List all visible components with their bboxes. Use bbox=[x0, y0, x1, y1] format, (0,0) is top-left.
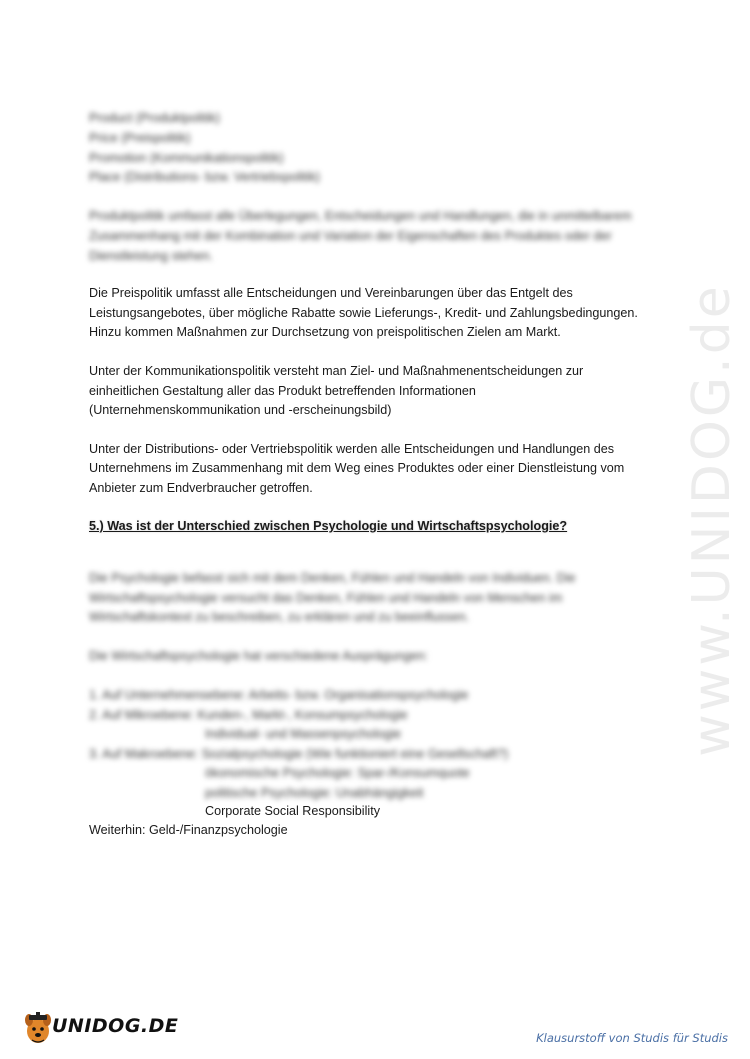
blurred-line: politische Psychologie: Unabhängigkeit bbox=[205, 786, 424, 800]
blurred-line: Place (Distributions- bzw. Vertriebspolitik) bbox=[89, 170, 320, 184]
blurred-line: Dienstleistung stehen. bbox=[89, 249, 213, 263]
blurred-line: ökonomische Psychologie: Spar-/Konsumquote bbox=[205, 766, 470, 780]
paragraph-line: Anbieter zum Endverbraucher getroffen. bbox=[89, 481, 313, 495]
blurred-line: Individual- und Massenpsychologie bbox=[205, 727, 402, 741]
paragraph-line: Leistungsangebotes, über mögliche Rabatte sowie Lieferungs-, Kredit- und Zahlungsbedingungen. bbox=[89, 306, 638, 320]
blurred-line: Die Wirtschaftspsychologie hat verschiedene Ausprägungen: bbox=[89, 649, 428, 663]
paragraph-line: Weiterhin: Geld-/Finanzpsychologie bbox=[89, 823, 288, 837]
paragraph-line: einheitlichen Gestaltung aller das Produkt betreffenden Informationen bbox=[89, 384, 476, 398]
blurred-line: 1. Auf Unternehmensebene: Arbeits- bzw. Organisationspsychologie bbox=[89, 688, 469, 702]
watermark: www.UNIDOG.de bbox=[682, 283, 742, 757]
list-item-csr: Corporate Social Responsibility bbox=[205, 804, 380, 818]
paragraph-line: Unternehmens im Zusammenhang mit dem Weg eines Produktes oder einer Dienstleistung vom bbox=[89, 461, 625, 475]
blurred-line: Die Psychologie befasst sich mit dem Denken, Fühlen und Handeln von Individuen. Die bbox=[89, 571, 576, 585]
blurred-line: Price (Preispolitik) bbox=[89, 131, 191, 145]
paragraph-line: Unter der Distributions- oder Vertriebspolitik werden alle Entscheidungen und Handlungen des bbox=[89, 442, 615, 456]
blurred-line: Zusammenhang mit der Kombination und Variation der Eigenschaften des Produktes oder der bbox=[89, 229, 612, 243]
blurred-line: 2. Auf Mikroebene: Kunden-, Markt-, Konsumpsychologie bbox=[89, 708, 408, 722]
unidog-logo bbox=[22, 1011, 179, 1049]
logo-text: UNIDOG.DE bbox=[52, 1015, 179, 1037]
dog-mascot-icon bbox=[22, 1011, 54, 1047]
footer-tagline: Klausurstoff von Studis für Studis bbox=[536, 1031, 728, 1045]
paragraph-line: Unter der Kommunikationspolitik versteht man Ziel- und Maßnahmenentscheidungen zur bbox=[89, 364, 584, 378]
blurred-line: Promotion (Kommunikationspolitik) bbox=[89, 151, 284, 165]
blurred-line: Produktpolitik umfasst alle Überlegungen, Entscheidungen und Handlungen, die in unmittelbarem bbox=[89, 209, 632, 223]
blurred-line: Product (Produktpolitik) bbox=[89, 111, 220, 125]
paragraph-line: Die Preispolitik umfasst alle Entscheidungen und Vereinbarungen über das Entgelt des bbox=[89, 286, 573, 300]
paragraph-line: (Unternehmenskommunikation und -erscheinungsbild) bbox=[89, 403, 392, 417]
paragraph-line: Hinzu kommen Maßnahmen zur Durchsetzung von preispolitischen Zielen am Markt. bbox=[89, 325, 561, 339]
blurred-line: Wirtschaftskontext zu beschreiben, zu erklären und zu beeinflussen. bbox=[89, 610, 470, 624]
question-heading: 5.) Was ist der Unterschied zwischen Psychologie und Wirtschaftspsychologie? bbox=[89, 519, 568, 533]
blurred-line: Wirtschaftspsychologie versucht das Denken, Fühlen und Handeln von Menschen im bbox=[89, 591, 563, 605]
blurred-line: 3. Auf Makroebene: Sozialpsychologie (Wie funktioniert eine Gesellschaft?) bbox=[89, 747, 509, 761]
